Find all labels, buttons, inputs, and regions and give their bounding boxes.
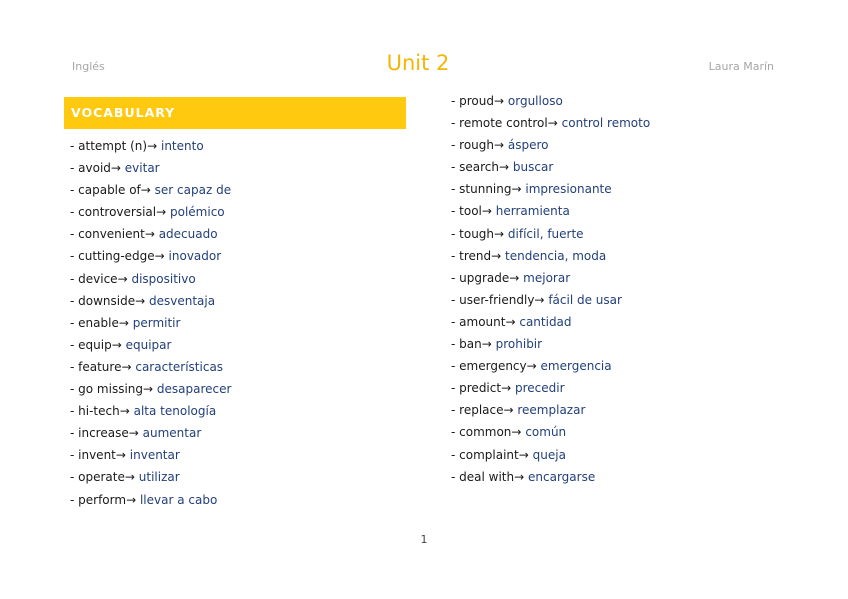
vocab-term: - operate — [70, 470, 125, 485]
vocab-item — [70, 293, 231, 315]
vocab-term: - common — [451, 425, 512, 440]
vocab-translation: evitar — [124, 161, 160, 176]
vocab-item — [70, 403, 231, 425]
arrow-icon: → — [494, 94, 505, 108]
vocab-item — [70, 271, 231, 293]
vocab-term: - rough — [451, 138, 494, 153]
vocab-item — [451, 181, 650, 203]
vocab-term: - perform — [70, 492, 127, 507]
vocab-item — [451, 115, 650, 137]
vocab-translation: desventaja — [149, 293, 216, 308]
vocab-term: - remote control — [451, 116, 548, 131]
vocab-translation: aumentar — [142, 426, 202, 441]
vocab-term: - cutting-edge — [70, 249, 155, 264]
vocab-translation: áspero — [507, 138, 549, 153]
vocab-item — [451, 292, 650, 314]
vocab-translation: mejorar — [523, 270, 571, 285]
vocab-translation: adecuado — [158, 227, 218, 242]
vocab-translation: utilizar — [138, 470, 180, 485]
vocab-term: - equip — [70, 337, 112, 352]
header-author: Laura Marín — [708, 60, 774, 73]
vocab-term: - feature — [70, 359, 122, 374]
arrow-icon: → — [118, 315, 129, 330]
header-subject: Inglés — [72, 60, 105, 73]
arrow-icon: → — [126, 492, 137, 507]
vocab-term: - emergency — [451, 359, 527, 374]
arrow-icon: → — [491, 248, 502, 263]
vocab-term: - avoid — [70, 161, 111, 176]
vocab-term: - capable of — [70, 183, 141, 198]
vocab-item — [70, 337, 231, 359]
vocab-item — [70, 492, 231, 514]
vocab-term: - controversial — [70, 205, 157, 220]
vocab-term: - tough — [451, 226, 495, 241]
arrow-icon: → — [143, 382, 154, 397]
vocab-term: - deal with — [451, 469, 515, 484]
arrow-icon: → — [144, 227, 155, 242]
vocab-translation: prohibir — [495, 337, 543, 352]
arrow-icon: → — [501, 381, 512, 396]
arrow-icon: → — [518, 447, 529, 462]
vocab-item — [451, 203, 650, 225]
arrow-icon: → — [494, 226, 505, 241]
vocab-term: - downside — [70, 293, 136, 308]
arrow-icon: → — [509, 270, 520, 285]
vocab-translation: inventar — [129, 448, 180, 463]
vocab-term: - replace — [451, 403, 504, 418]
vocab-item — [70, 447, 231, 469]
vocab-item — [451, 469, 650, 491]
vocab-translation: control remoto — [561, 116, 651, 131]
arrow-icon: → — [526, 359, 537, 374]
arrow-icon: → — [499, 160, 510, 175]
vocab-item — [451, 248, 650, 270]
arrow-icon: → — [117, 271, 128, 286]
arrow-icon: → — [135, 293, 146, 308]
vocab-term: - stunning — [451, 182, 512, 197]
vocab-term: - go missing — [70, 382, 144, 397]
vocab-term: - search — [451, 160, 500, 175]
vocab-term: - convenient — [70, 227, 145, 242]
vocab-term: - invent — [70, 448, 116, 463]
vocab-list-left — [70, 138, 231, 514]
arrow-icon: → — [111, 337, 122, 352]
arrow-icon: → — [124, 470, 135, 485]
vocab-item — [451, 336, 650, 358]
vocab-item — [70, 226, 231, 248]
arrow-icon: → — [534, 292, 545, 307]
vocab-item — [70, 425, 231, 447]
page-number: 1 — [420, 533, 428, 546]
vocab-translation: buscar — [512, 160, 554, 175]
vocab-item — [451, 226, 650, 248]
vocab-translation: común — [525, 425, 567, 440]
vocab-translation: equipar — [125, 337, 172, 352]
vocab-translation: fácil de usar — [548, 292, 622, 307]
vocab-translation: tendencia, moda — [505, 248, 607, 263]
vocab-item — [70, 469, 231, 491]
vocab-item — [70, 160, 231, 182]
vocab-item — [451, 137, 650, 159]
arrow-icon: → — [110, 161, 121, 176]
vocab-translation: inovador — [168, 249, 222, 264]
vocab-translation: desaparecer — [156, 382, 232, 397]
arrow-icon: → — [119, 404, 130, 419]
arrow-icon: → — [511, 182, 522, 197]
vocab-item — [451, 93, 650, 115]
vocab-term: - user-friendly — [451, 292, 535, 307]
arrow-icon: → — [140, 183, 151, 198]
vocab-term: - device — [70, 271, 118, 286]
arrow-icon: → — [154, 249, 165, 264]
vocab-term: - amount — [451, 314, 506, 329]
arrow-icon: → — [514, 469, 525, 484]
vocab-translation: impresionante — [525, 182, 612, 197]
vocab-item — [451, 424, 650, 446]
vocab-translation: dispositivo — [131, 271, 196, 286]
vocab-translation: alta tenología — [133, 404, 217, 419]
vocab-term: - predict — [451, 381, 502, 396]
vocab-translation: precedir — [514, 381, 565, 396]
arrow-icon: → — [115, 448, 126, 463]
vocab-translation: herramienta — [495, 204, 570, 219]
vocab-term: - attempt (n) — [70, 139, 148, 153]
page-title: Unit 2 — [386, 51, 450, 75]
vocab-item — [70, 381, 231, 403]
vocab-translation: emergencia — [540, 359, 612, 374]
vocab-term: - complaint — [451, 447, 519, 462]
vocab-term: - enable — [70, 315, 119, 330]
vocab-item — [451, 380, 650, 402]
vocab-translation: intento — [160, 139, 204, 153]
vocab-translation: llevar a cabo — [139, 492, 218, 507]
arrow-icon: → — [505, 314, 516, 329]
section-title: VOCABULARY — [71, 105, 176, 120]
arrow-icon: → — [156, 205, 167, 220]
vocab-translation: queja — [532, 447, 566, 462]
arrow-icon: → — [503, 403, 514, 418]
vocab-item — [451, 447, 650, 469]
vocab-translation: reemplazar — [517, 403, 586, 418]
vocab-term: - tool — [451, 204, 482, 219]
vocab-term: - trend — [451, 248, 492, 263]
vocab-item — [70, 204, 231, 226]
vocab-term: - upgrade — [451, 270, 510, 285]
section-banner — [64, 97, 406, 129]
arrow-icon: → — [121, 359, 132, 374]
vocab-list-right — [451, 93, 650, 491]
vocab-item — [451, 159, 650, 181]
vocab-translation: características — [135, 359, 224, 374]
arrow-icon: → — [481, 337, 492, 352]
vocab-term: - increase — [70, 426, 129, 441]
vocab-translation: permitir — [132, 315, 181, 330]
vocab-item — [70, 315, 231, 337]
vocab-item — [70, 138, 231, 160]
vocab-term: - hi-tech — [70, 404, 120, 419]
vocab-item — [451, 270, 650, 292]
vocab-translation: ser capaz de — [154, 183, 232, 198]
vocab-item — [451, 358, 650, 380]
vocab-item — [451, 314, 650, 336]
vocab-translation: cantidad — [519, 314, 572, 329]
arrow-icon: → — [481, 204, 492, 219]
vocab-translation: polémico — [170, 205, 225, 220]
vocab-item — [70, 359, 231, 381]
arrow-icon: → — [547, 116, 558, 131]
vocab-translation: orgulloso — [507, 94, 563, 108]
arrow-icon: → — [147, 139, 158, 153]
vocab-item — [70, 182, 231, 204]
vocab-item — [70, 248, 231, 270]
vocab-translation: encargarse — [528, 469, 596, 484]
vocab-translation: difícil, fuerte — [507, 226, 584, 241]
arrow-icon: → — [493, 138, 505, 153]
vocab-term: - ban — [451, 337, 482, 352]
arrow-icon: → — [128, 426, 139, 441]
arrow-icon: → — [511, 425, 522, 440]
vocab-item — [451, 402, 650, 424]
vocab-term: - proud — [451, 94, 494, 108]
